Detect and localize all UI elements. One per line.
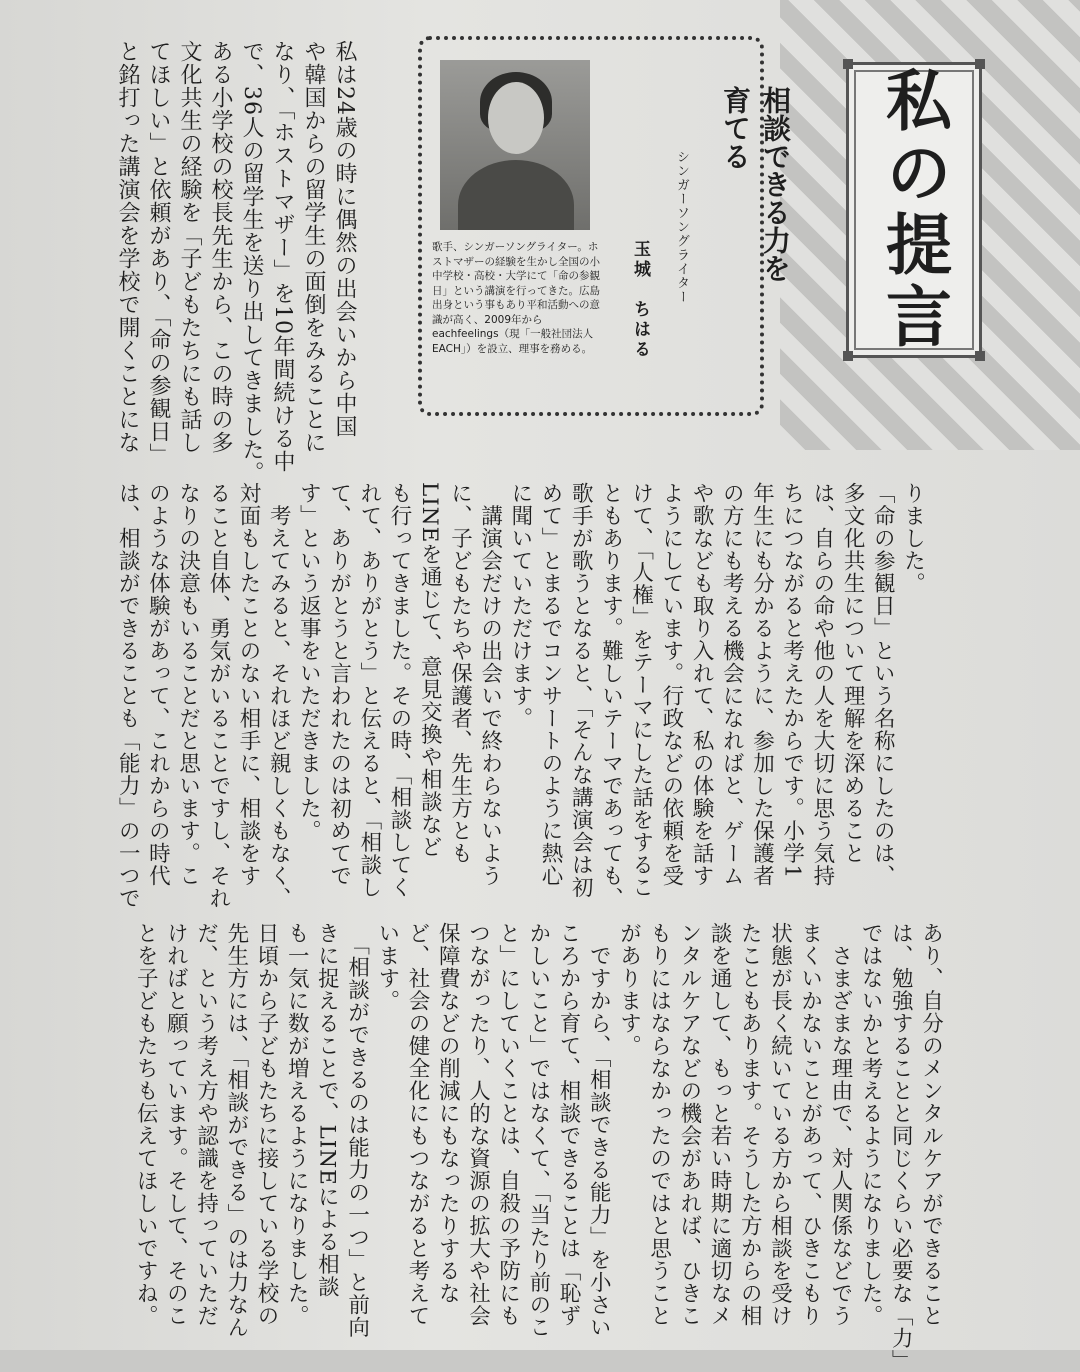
author-bio: 歌手、シンガーソングライター。ホストマザーの経験を生かし全国の小中学校・高校・大学にて「命の参観日」という講演を行ってきた。広島出身という事もあり平和活動への意識が高く、2009年からeachfeelings（現「一般社団法人EACH」）を設立、理事を務める。: [432, 241, 600, 355]
title-box: [846, 62, 982, 358]
photo-face: [488, 82, 544, 154]
article-column-3: あり、自分のメンタルケアができること は、勉強することと同じくらい必要な「力」 ではないかと考えるようになりました。 さまざまな理由で、対人関係などでう まくいかないことがあって、ひきこもり 状態が長く続いている方から相談を受け たこともあります。そうした方からの相 談を通して、もっと若い時期に適切なメ ンタルケアなどの機会があれば、ひきこ もりにはならなかったのではと思うこと があります。 ですから、「相談できる能力」を小さい ころから育て、相談できることは「恥ず かしいこと」ではなくて、「当たり前のこ と」にしていくことは、自殺の予防にも つながったり、人的な資源の拡大や社会 保障費などの削減にもなったりするな ど、社会の健全化にもつながると考えて います。 「相談ができるのは能力の一つ」と前向 きに捉えることで、LINEによる相談 も一気に数が増えるようになりました。 日頃から子どもたちに接している学校の 先生方には、「相談ができる」のは力なん だ、という考え方や認識を持っていただ ければと願っています。そして、そのこ とを子どもたちも伝えてほしいですね。: [133, 922, 944, 1372]
corner-ornament: [843, 59, 853, 69]
author-photo: [440, 60, 590, 230]
author-role: シンガーソングライター: [674, 150, 689, 304]
photo-body: [458, 160, 574, 230]
article-column-2: りました。 「命の参観日」という名称にしたのは、 多文化共生について理解を深めること は、自らの命や他の人を大切に思う気持 ちにつながると考えたからです。小学1 年生にも分かるように、参加した保護者 の方にも考える機会になればと、ゲーム や歌なども取り入れて、私の体験を話す ようにしています。行政などの依頼を受 けて、「人権」をテーマにした話をするこ ともあります。難しいテーマであっても、 歌手が歌うとなると、「そんな講演会は初 めて」とまるでコンサートのように熱心 に聞いていただけます。 講演会だけの出会いで終わらないよう に、子どもたちや保護者、先生方とも LINEを通じて、意見交換や相談など も行ってきました。その時、「相談してく れて、ありがとう」と伝えると、「相談し て、ありがとうと言われたのは初めてで す」という返事をいただきました。 考えてみると、それほど親しくもなく、 対面もしたことのない相手に、相談をす ること自体、勇気がいることですし、それ なりの決意もいることだと思います。こ のような体験があって、これからの時代 は、相談ができることも「能力」の一つで: [115, 482, 926, 910]
corner-ornament: [975, 351, 985, 361]
corner-ornament: [843, 351, 853, 361]
author-name: 玉城 ちはる: [630, 240, 650, 360]
corner-ornament: [975, 59, 985, 69]
page-title: 私の提言: [874, 66, 953, 354]
article-column-1: 私は24歳の時に偶然の出会いから中国 や韓国からの留学生の面倒をみることに なり、「ホストマザー」を10年間続ける中 で、36人の留学生を送り出してきました。 ある小学校の校長先生から、この時の多 文化共生の経験を「子どもたちにも話し てほしい」と依頼があり、「命の参観日」 と銘打った講演会を学校で開くことにな: [115, 40, 357, 484]
article-subtitle: 相談できる力を 育てる: [719, 86, 792, 282]
